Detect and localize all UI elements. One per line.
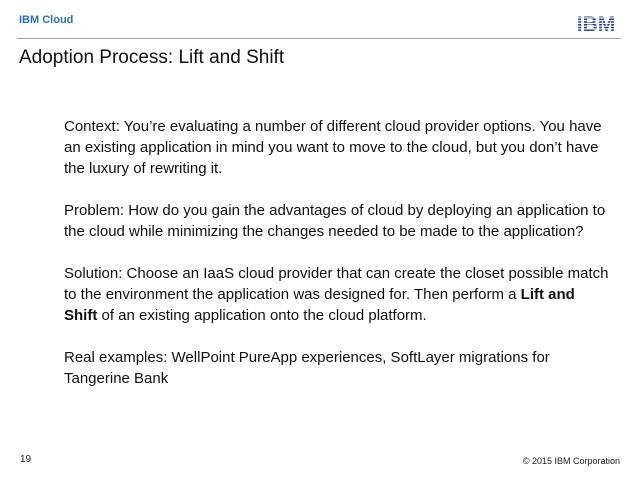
page-number: 19 <box>20 454 32 465</box>
solution-bold-text: Lift and Shift <box>64 286 575 324</box>
slide-content <box>64 116 609 410</box>
examples-paragraph: Real examples: WellPoint PureApp experiences, SoftLayer migrations for Tangerine Bank <box>64 349 550 387</box>
ibm-logo <box>572 13 620 35</box>
solution-paragraph <box>64 263 609 326</box>
copyright-notice: © 2015 IBM Corporation <box>522 456 620 466</box>
solution-text-start: Solution: Choose an IaaS cloud provider that can create the closet possible match to the environment the application was designed for. Then perform a <box>64 265 609 303</box>
context-paragraph: Context: You’re evaluating a number of different cloud provider options. You have an existing application in mind you want to move to the cloud, but you don’t have the luxury of rewriting it. <box>64 118 602 177</box>
slide-title: Adoption Process: Lift and Shift <box>19 47 285 68</box>
logo-text: IBM <box>576 13 616 35</box>
solution-text-end: of an existing application onto the cloud platform. <box>97 307 427 324</box>
problem-paragraph: Problem: How do you gain the advantages of cloud by deploying an application to the cloud while minimizing the changes needed to be made to the application? <box>64 202 606 240</box>
brand-label: IBM Cloud <box>19 14 74 26</box>
header-divider <box>17 38 621 39</box>
